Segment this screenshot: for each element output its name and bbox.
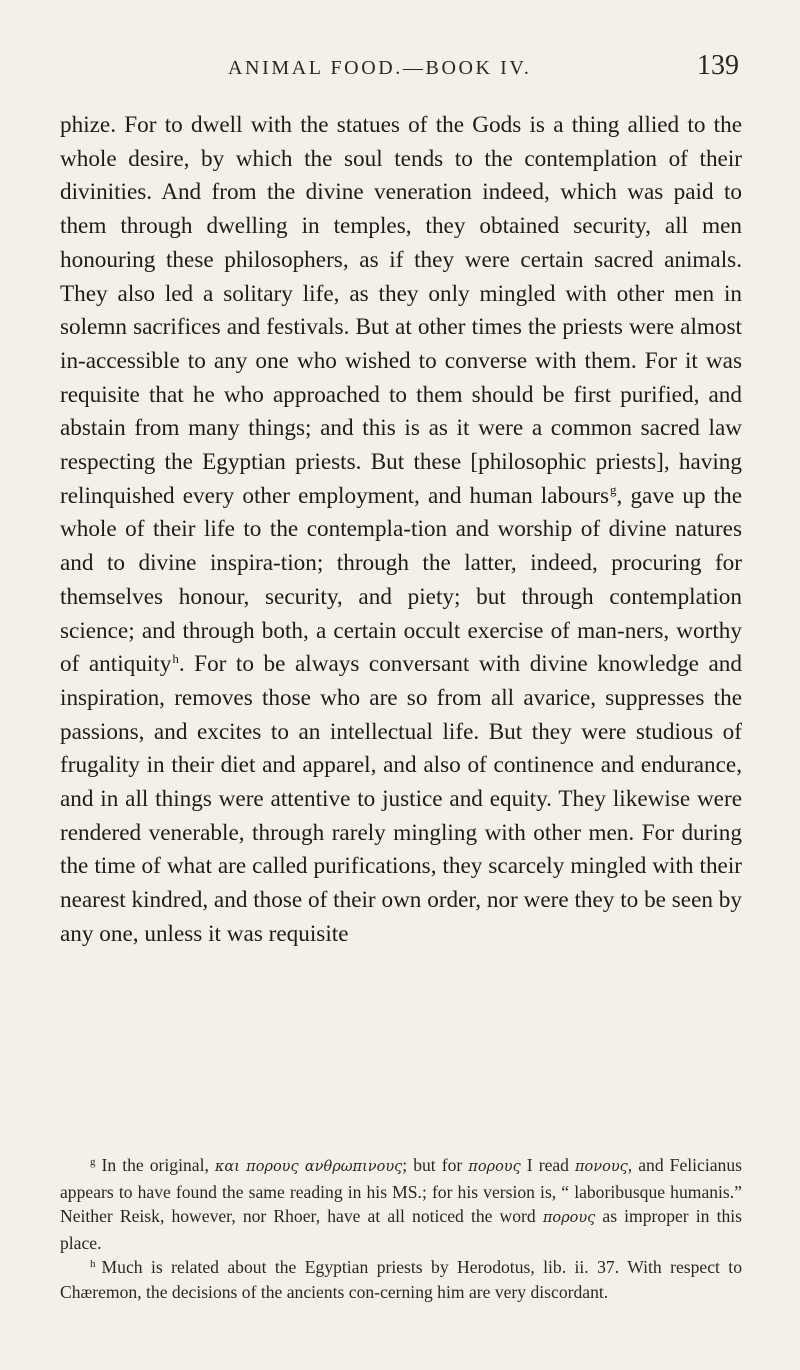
page-number: 139 [697,50,739,81]
running-head: ANIMAL FOOD.—BOOK IV. [228,57,532,79]
main-text-part-3: . For to be always conversant with divine knowledge and inspiration, removes those who are so from all avarice, suppresses the passions, and excites to an intellectual life. But they were studious of frugality in their diet and apparel, and also of continence and endurance, and in all things were attentive to justice and equity. They likewise were rendered venerable, through rarely mingling with other men. For during the time of what are called purifications, they scarcely mingled with their nearest kindred, and those of their own order, nor were they to be seen by any one, unless it was requisite [60,651,742,947]
page-header [0,50,800,90]
footnote-ref-h: h [172,650,179,666]
footnote-g-greek-a: και πορους ανθρωπινους [214,1159,403,1175]
footnote-g-greek-d: πορους [542,1210,596,1227]
footnote-marker-h: h [90,1258,96,1271]
footnote-g-text-a: In the original, [101,1155,215,1175]
footnote-g-text-d: , and Felicianus appears to have found the same reading in his MS.; for his version is, “ laboribusque humanis.” Neither Reisk, however, nor Rhoer, have at all noticed the word [60,1155,742,1227]
footnote-g-text-e: as improper in this place. [60,1206,742,1253]
main-text-part-1: phize. For to dwell with the statues of the Gods is a thing allied to the whole desire, by which the soul tends to the contemplation of their divinities. And from the divine veneration indeed, which was paid to them through dwelling in temples, they obtained security, all men honouring these philosophers, as if they were certain sacred animals. They also led a solitary life, as they only mingled with other men in solemn sacrifices and festivals. But at other times the priests were almost in-accessible to any one who wished to converse with them. For it was requisite that he who approached to them should be first purified, and abstain from many things; and this is as it were a common sacred law respecting the Egyptian priests. But these [philosophic priests], having relinquished every other employment, and human labours [60,112,742,509]
footnotes [60,1153,742,1305]
footnote-h [60,1255,742,1304]
footnote-g-text-b: ; but for [402,1155,469,1175]
footnote-g-greek-c: πονους [575,1159,628,1175]
footnote-g-text-c: I read [520,1155,576,1175]
main-text-part-2: , gave up the whole of their life to the contempla-tion and worship of divine natures and to divine inspira-tion; through the latter, indeed, procuring for themselves honour, security, and piety; but through contemplation science; and through both, a certain occult exercise of man-ners, worthy of antiquity [60,482,742,678]
footnote-g-greek-b: πορους [468,1159,521,1175]
footnote-ref-g: g [610,482,617,498]
footnote-marker-g: g [90,1155,96,1168]
footnote-h-text: Much is related about the Egyptian priests by Herodotus, lib. ii. 37. With respect to Chæremon, the decisions of the ancients con-cerning him are very discordant. [60,1257,742,1302]
footnote-g [60,1153,742,1255]
main-text [60,109,742,952]
